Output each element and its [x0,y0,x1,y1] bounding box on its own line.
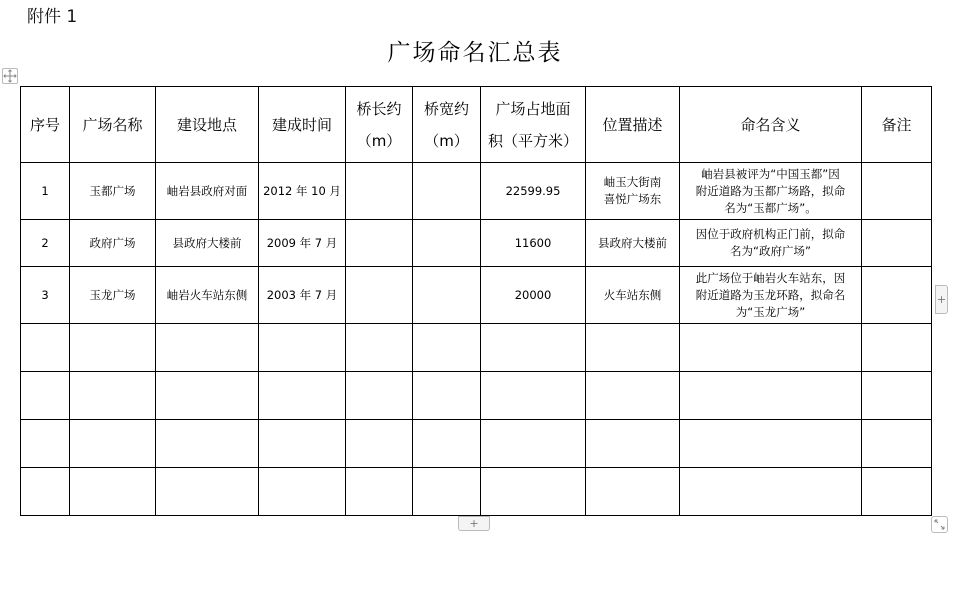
empty-cell[interactable] [70,420,156,468]
empty-cell[interactable] [586,468,680,516]
cell-construction-site[interactable]: 县政府大楼前 [156,220,259,267]
empty-cell[interactable] [481,468,586,516]
header-plaza-name[interactable]: 广场名称 [70,87,156,163]
table-row [21,267,932,324]
cell-bridge-length[interactable] [346,220,413,267]
header-location[interactable]: 位置描述 [586,87,680,163]
cell-completion-time[interactable]: 2003 年 7 月 [259,267,346,324]
empty-cell[interactable] [481,324,586,372]
cell-index[interactable]: 1 [21,163,70,220]
header-bridge-length[interactable]: 桥长约 （m） [346,87,413,163]
cell-construction-site[interactable]: 岫岩火车站东侧 [156,267,259,324]
empty-row [21,372,932,420]
empty-cell[interactable] [680,420,862,468]
header-naming-meaning[interactable]: 命名含义 [680,87,862,163]
table-row [21,220,932,267]
empty-cell[interactable] [680,324,862,372]
cell-completion-time[interactable]: 2012 年 10 月 [259,163,346,220]
empty-row [21,324,932,372]
empty-cell[interactable] [413,468,481,516]
empty-cell[interactable] [259,468,346,516]
empty-cell[interactable] [346,372,413,420]
empty-row [21,420,932,468]
cell-remarks[interactable] [862,220,932,267]
cell-location[interactable]: 火车站东侧 [586,267,680,324]
cell-remarks[interactable] [862,163,932,220]
resize-icon [932,517,947,532]
empty-cell[interactable] [70,372,156,420]
cell-plaza-name[interactable]: 玉龙广场 [70,267,156,324]
empty-cell[interactable] [862,324,932,372]
header-index[interactable]: 序号 [21,87,70,163]
empty-cell[interactable] [680,372,862,420]
cell-area[interactable]: 22599.95 [481,163,586,220]
plus-icon: + [469,517,479,530]
header-completion-time[interactable]: 建成时间 [259,87,346,163]
table-move-handle[interactable] [2,68,18,84]
empty-cell[interactable] [259,324,346,372]
cell-plaza-name[interactable]: 政府广场 [70,220,156,267]
empty-cell[interactable] [586,324,680,372]
empty-cell[interactable] [862,468,932,516]
empty-cell[interactable] [156,372,259,420]
add-column-button[interactable] [935,285,948,314]
empty-cell[interactable] [586,420,680,468]
empty-cell[interactable] [259,420,346,468]
plus-icon: + [936,293,947,306]
empty-row [21,468,932,516]
cell-naming-meaning[interactable]: 此广场位于岫岩火车站东，因 附近道路为玉龙环路，拟命名 为“玉龙广场” [680,267,862,324]
empty-cell[interactable] [70,324,156,372]
empty-cell[interactable] [21,468,70,516]
table-resize-handle[interactable] [931,516,948,533]
empty-cell[interactable] [680,468,862,516]
cell-plaza-name[interactable]: 玉都广场 [70,163,156,220]
attachment-label: 附件 1 [27,7,78,27]
cell-location[interactable]: 县政府大楼前 [586,220,680,267]
empty-cell[interactable] [346,324,413,372]
empty-cell[interactable] [862,420,932,468]
empty-cell[interactable] [586,372,680,420]
cell-index[interactable]: 3 [21,267,70,324]
cell-area[interactable]: 20000 [481,267,586,324]
cell-bridge-width[interactable] [413,220,481,267]
empty-cell[interactable] [346,468,413,516]
empty-cell[interactable] [21,324,70,372]
move-icon [3,69,17,83]
empty-cell[interactable] [413,324,481,372]
empty-cell[interactable] [21,420,70,468]
cell-bridge-width[interactable] [413,163,481,220]
cell-index[interactable]: 2 [21,220,70,267]
document-title: 广场命名汇总表 [387,40,563,66]
plaza-naming-table [20,86,932,516]
add-row-button[interactable] [458,516,490,531]
empty-cell[interactable] [413,420,481,468]
header-row [21,87,932,163]
empty-cell[interactable] [862,372,932,420]
empty-cell[interactable] [156,420,259,468]
empty-cell[interactable] [259,372,346,420]
empty-cell[interactable] [413,372,481,420]
cell-naming-meaning[interactable]: 因位于政府机构正门前，拟命 名为“政府广场” [680,220,862,267]
cell-naming-meaning[interactable]: 岫岩县被评为“中国玉都”因 附近道路为玉都广场路，拟命 名为“玉都广场”。 [680,163,862,220]
cell-bridge-length[interactable] [346,163,413,220]
empty-cell[interactable] [70,468,156,516]
cell-construction-site[interactable]: 岫岩县政府对面 [156,163,259,220]
cell-area[interactable]: 11600 [481,220,586,267]
header-area[interactable]: 广场占地面 积（平方米） [481,87,586,163]
empty-cell[interactable] [481,372,586,420]
cell-location[interactable]: 岫玉大街南 喜悦广场东 [586,163,680,220]
cell-completion-time[interactable]: 2009 年 7 月 [259,220,346,267]
cell-remarks[interactable] [862,267,932,324]
cell-bridge-width[interactable] [413,267,481,324]
table-row [21,163,932,220]
header-construction-site[interactable]: 建设地点 [156,87,259,163]
empty-cell[interactable] [156,324,259,372]
empty-cell[interactable] [156,468,259,516]
header-bridge-width[interactable]: 桥宽约 （m） [413,87,481,163]
empty-cell[interactable] [21,372,70,420]
header-remarks[interactable]: 备注 [862,87,932,163]
cell-bridge-length[interactable] [346,267,413,324]
empty-cell[interactable] [481,420,586,468]
empty-cell[interactable] [346,420,413,468]
